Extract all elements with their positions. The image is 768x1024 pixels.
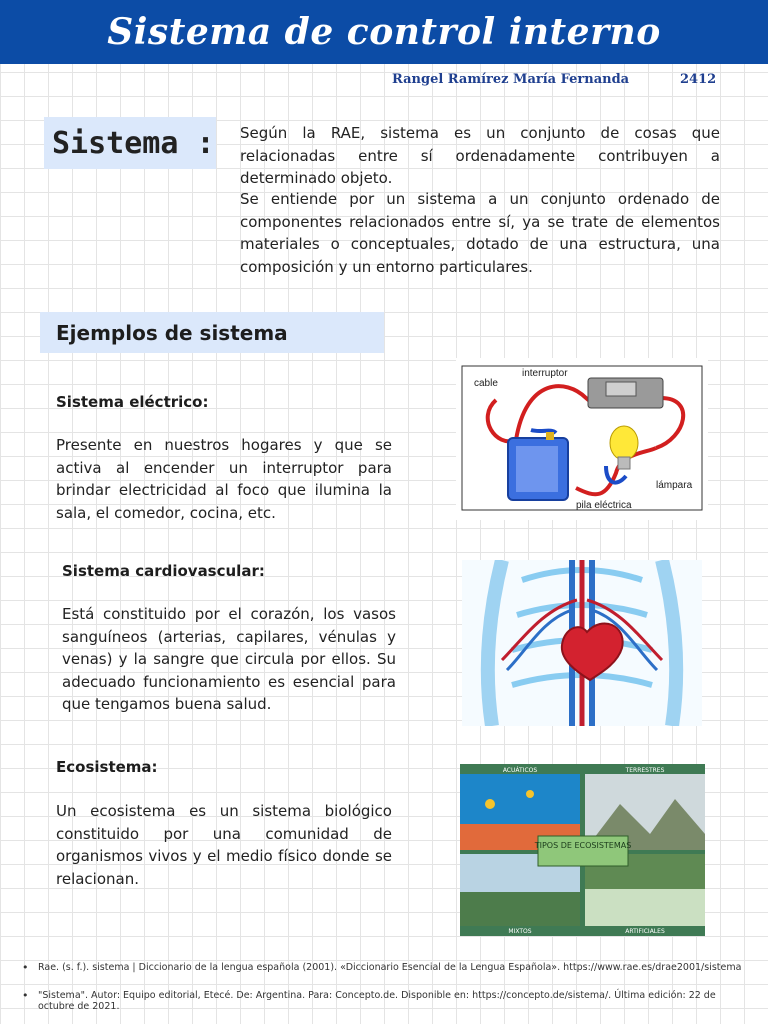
eco-center-label: TIPOS DE ECOSISTEMAS bbox=[534, 841, 632, 850]
examples-heading-box bbox=[40, 312, 384, 353]
label-switch: interruptor bbox=[522, 368, 568, 379]
cardio-text: Está constituido por el corazón, los vasos sanguíneos (arterias, capilares, vénulas y venas) y la sangre que circula por ellos. Su adecuado funcionamiento es esencial para que tengamos buena salud. bbox=[62, 605, 396, 713]
eco-label-terrestrial: TERRESTRES bbox=[625, 767, 665, 774]
sistema-heading: Sistema : bbox=[52, 125, 215, 161]
eco-title: Ecosistema: bbox=[56, 758, 158, 776]
sistema-paragraph-2: Se entiende por un sistema a un conjunto ordenado de componentes relacionados entre sí, ya se trate de elementos materiales o conceptuales, dotado de una estructura, una composición y un entorno particulares. bbox=[240, 190, 720, 276]
label-cable: cable bbox=[474, 378, 498, 389]
examples-heading: Ejemplos de sistema bbox=[56, 320, 288, 345]
cardiovascular-image bbox=[462, 560, 702, 726]
electrico-text: Presente en nuestros hogares y que se activa al encender un interruptor para brindar electricidad al foco que ilumina la sala, el comedor, cocina, etc. bbox=[56, 436, 392, 522]
battery-icon bbox=[508, 432, 568, 500]
eco-label-artificial: ARTIFICIALES bbox=[625, 928, 665, 935]
eco-label-aquatic: ACUÁTICOS bbox=[502, 767, 538, 774]
sistema-paragraph-1: Según la RAE, sistema es un conjunto de cosas que relacionadas entre sí ordenadamente contribuyen a determinado objeto. bbox=[240, 124, 720, 187]
label-lamp: lámpara bbox=[656, 480, 693, 491]
sistema-heading-box bbox=[44, 117, 216, 169]
references-list bbox=[22, 962, 752, 1024]
author-number: 2412 bbox=[680, 72, 717, 87]
page-title: Sistema de control interno bbox=[107, 11, 661, 53]
label-battery: pila eléctrica bbox=[576, 500, 632, 511]
cardio-title: Sistema cardiovascular: bbox=[62, 562, 265, 580]
eco-label-mixed: MIXTOS bbox=[508, 928, 532, 935]
electric-circuit-image bbox=[456, 358, 708, 520]
header-banner bbox=[0, 0, 768, 64]
author-name: Rangel Ramírez María Fernanda bbox=[392, 72, 630, 87]
reference-item: • Rae. (s. f.). sistema | Diccionario de la lengua española (2001). «Diccionario Esencial de la Lengua Española». https://www.rae.es/drae2001/sistema bbox=[22, 962, 752, 973]
switch-icon bbox=[588, 378, 663, 408]
ecosystem-image bbox=[460, 764, 705, 936]
electrico-title: Sistema eléctrico: bbox=[56, 393, 209, 411]
eco-text: Un ecosistema es un sistema biológico constituido por una comunidad de organismos vivos y el medio físico donde se relacionan. bbox=[56, 802, 392, 888]
reference-item: • "Sistema". Autor: Equipo editorial, Etecé. De: Argentina. Para: Concepto.de. Disponible en: https://concepto.de/sistema/. Última edición: 22 de octubre de 2021. bbox=[22, 990, 752, 1012]
